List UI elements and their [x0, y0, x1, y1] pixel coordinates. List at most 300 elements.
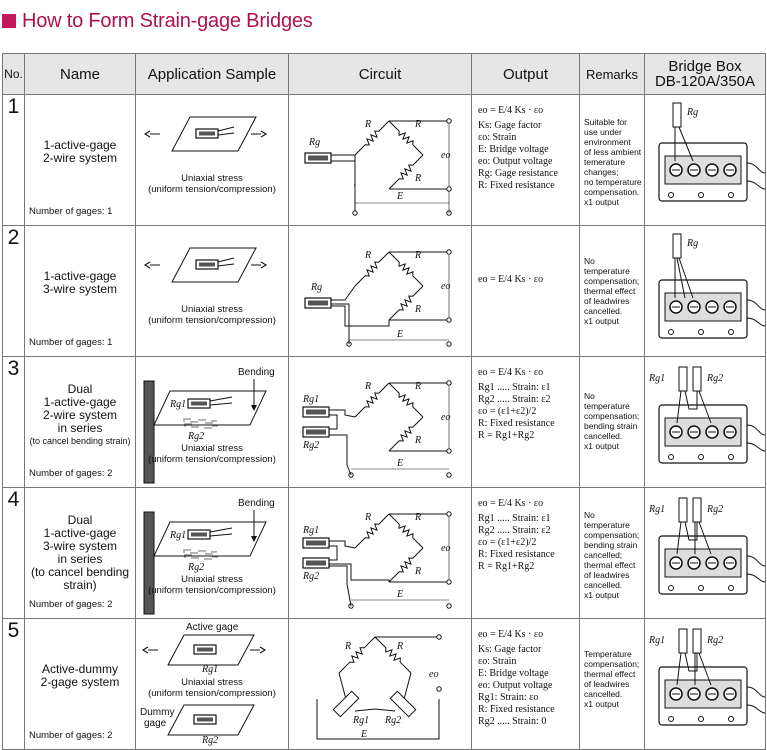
- eo-label: eo: [441, 150, 451, 161]
- gage-rg2: [390, 691, 415, 716]
- underside-dot: [213, 420, 214, 421]
- header-box-line1: Bridge Box: [668, 58, 742, 75]
- underside-dot: [200, 550, 201, 551]
- header-sample: Application Sample: [136, 54, 289, 95]
- remarks-line: cancelled.: [584, 580, 623, 590]
- underside-dot: [197, 424, 198, 425]
- system-name: [25, 663, 135, 689]
- bending-label: Bending: [238, 498, 275, 509]
- title-text: How to Form Strain-gage Bridges: [22, 9, 313, 32]
- rg1-label: Rg1: [170, 399, 187, 410]
- output-cable: [747, 687, 765, 713]
- arrow-right-icon: [250, 647, 265, 653]
- rg-label: Rg: [311, 282, 323, 293]
- output-line: R: Fixed resistance: [478, 418, 555, 429]
- system-name-line: Dual: [67, 382, 93, 396]
- underside-dot: [205, 553, 206, 554]
- title-square-icon: [2, 14, 16, 28]
- underside-dot: [197, 426, 198, 427]
- output-line: Rg2 ..... Strain: ε2: [478, 394, 551, 405]
- bridge-circuit-diagram: [289, 95, 472, 226]
- row-number: 2: [3, 226, 25, 357]
- mount-hole-icon: [699, 586, 704, 591]
- underside-dot: [190, 421, 191, 422]
- rg2-label: Rg2: [188, 431, 205, 442]
- underside-dot: [194, 421, 195, 422]
- bridge-box-cell: [645, 357, 766, 488]
- wire-line: [317, 699, 439, 739]
- underside-dot: [195, 557, 196, 558]
- underside-dot: [187, 549, 188, 550]
- circuit-cell: [289, 488, 472, 619]
- underside-dot: [188, 554, 189, 555]
- strain-gage-1-icon: [679, 498, 687, 522]
- underside-dot: [206, 558, 207, 559]
- output-line: Rg: Gage resistance: [478, 168, 558, 179]
- table-row: [3, 95, 766, 226]
- output-formulas: [478, 498, 577, 573]
- rg2-label: Rg2: [303, 440, 320, 451]
- sample-caption: [136, 173, 288, 195]
- underside-dot: [183, 420, 184, 421]
- strain-gage-1-icon: [679, 629, 687, 653]
- dummy-label-line: gage: [144, 718, 167, 729]
- row-number: 5: [3, 619, 25, 750]
- remarks-line: Temperature: [584, 649, 632, 659]
- mount-hole-icon: [729, 330, 734, 335]
- remarks-line: of leadwires: [584, 296, 630, 306]
- rg1-label: Rg1: [649, 504, 666, 515]
- remarks-line: cancelled;: [584, 550, 623, 560]
- caption-line: Uniaxial stress: [181, 677, 243, 688]
- rg2-label: Rg2: [707, 504, 724, 515]
- output-cell: [472, 95, 580, 226]
- table-row: [3, 226, 766, 357]
- header-no: No.: [3, 54, 25, 95]
- bridge-circuit-diagram: [289, 226, 472, 357]
- underside-dot: [197, 555, 198, 556]
- resistor-top-right: [375, 637, 411, 673]
- output-formulas: [478, 367, 577, 442]
- application-sample-cell: [136, 488, 289, 619]
- mount-hole-icon: [669, 717, 674, 722]
- underside-dot: [199, 555, 200, 556]
- underside-dot: [205, 422, 206, 423]
- underside-dot: [184, 425, 185, 426]
- output-formulas: [478, 105, 577, 192]
- gage-grid: [197, 648, 213, 652]
- gage-count: Number of gages: 2: [29, 468, 113, 479]
- rg2-label: Rg2: [707, 635, 724, 646]
- output-line: Rg1 ..... Strain: ε1: [478, 513, 551, 524]
- symbol-label: R: [415, 250, 422, 261]
- underside-dot: [196, 552, 197, 553]
- remarks-text: [584, 256, 642, 326]
- underside-dot: [211, 551, 212, 552]
- underside-dot: [204, 550, 205, 551]
- output-line: εo = (ε1+ε2)/2: [478, 537, 537, 548]
- underside-dot: [196, 421, 197, 422]
- eo-label: eo: [441, 543, 451, 554]
- terminal-node: [447, 119, 451, 123]
- underside-dot: [213, 551, 214, 552]
- system-name-line: 1-active-gage: [43, 395, 117, 409]
- mount-hole-icon: [729, 717, 734, 722]
- system-name-line: 2-gage system: [40, 675, 120, 689]
- wire-line: [329, 546, 337, 560]
- output-line: εo: Strain: [478, 132, 517, 143]
- wire-line: [329, 564, 389, 582]
- output-line: Rg1: Strain: εo: [478, 692, 539, 703]
- system-name-line: 2-wire system: [42, 151, 117, 165]
- system-name: [25, 270, 135, 296]
- bridge-box-cell: [645, 488, 766, 619]
- underside-dot: [183, 551, 184, 552]
- strain-gage-2-icon: [693, 629, 701, 653]
- caption-line: (uniform tension/compression): [148, 454, 276, 465]
- gage-grid: [308, 156, 328, 161]
- remarks-line: No temperature: [584, 391, 630, 411]
- arrow-right-icon: [251, 131, 266, 137]
- arrow-left-icon: [145, 131, 160, 137]
- wire-line: [329, 566, 347, 584]
- bridge-box-cell: [645, 619, 766, 750]
- system-name-line: in series: [57, 421, 103, 435]
- underside-dot: [189, 418, 190, 419]
- underside-dot: [201, 424, 202, 425]
- terminal-node: [447, 187, 451, 191]
- symbol-label: R: [365, 119, 372, 130]
- remarks-line: x1 output: [584, 590, 619, 600]
- output-line: eo = E/4 Ks · εo: [478, 498, 544, 509]
- gage-rg1: [333, 691, 358, 716]
- remarks-line: x1 output: [584, 699, 619, 709]
- underside-dot: [202, 550, 203, 551]
- system-name-line: (to cancel bending: [30, 565, 130, 579]
- underside-dot: [204, 419, 205, 420]
- rg1-label: Rg1: [202, 664, 219, 675]
- underside-dot: [204, 427, 205, 428]
- underside-dot: [208, 558, 209, 559]
- gage-grid: [199, 263, 215, 267]
- bridge-circuit-diagram: [289, 357, 472, 488]
- underside-dot: [185, 418, 186, 419]
- system-name: [25, 514, 135, 592]
- underside-dot: [193, 426, 194, 427]
- application-sample-diagram: [136, 357, 289, 488]
- remarks-cell: [580, 95, 645, 226]
- output-line: Ks: Gage factor: [478, 644, 542, 655]
- remarks-line: compensation;: [584, 276, 640, 286]
- symbol-label: R: [415, 173, 422, 184]
- underside-dot: [210, 558, 211, 559]
- eo-label: eo: [441, 281, 451, 292]
- mount-hole-icon: [669, 330, 674, 335]
- remarks-line: temerature: [584, 157, 626, 167]
- symbol-label: R: [345, 641, 352, 652]
- rg1-label: Rg1: [170, 530, 187, 541]
- circuit-cell: [289, 619, 472, 750]
- header-bridge-box: [645, 54, 766, 95]
- symbol-label: R: [365, 250, 372, 261]
- output-cable: [747, 163, 765, 189]
- remarks-line: No temperature: [584, 256, 630, 276]
- mount-hole-icon: [729, 455, 734, 460]
- underside-dot: [206, 427, 207, 428]
- underside-dot: [190, 552, 191, 553]
- remarks-cell: [580, 488, 645, 619]
- sample-caption: [136, 304, 288, 326]
- sample-caption: [136, 677, 288, 699]
- header-circuit: Circuit: [289, 54, 472, 95]
- output-line: eo = E/4 Ks · εo: [478, 105, 544, 116]
- underside-dot: [184, 554, 185, 555]
- terminal-node: [353, 211, 357, 215]
- circuit-cell: [289, 95, 472, 226]
- system-name-line: 2-wire system: [42, 408, 117, 422]
- wire-line: [355, 709, 395, 711]
- underside-dot: [207, 553, 208, 554]
- underside-dot: [209, 553, 210, 554]
- underside-dot: [208, 427, 209, 428]
- rg2-label: Rg2: [707, 373, 724, 384]
- terminal-node: [447, 604, 451, 608]
- rg-label: Rg: [687, 107, 699, 118]
- output-line: Ks: Gage factor: [478, 120, 542, 131]
- underside-dot: [203, 555, 204, 556]
- output-line: R: Fixed resistance: [478, 180, 555, 191]
- system-name-line: strain): [63, 578, 97, 592]
- underside-dot: [186, 554, 187, 555]
- remarks-line: compensation;: [584, 659, 640, 669]
- output-line: eo = E/4 Ks · εo: [478, 367, 544, 378]
- gage-count: Number of gages: 1: [29, 337, 113, 348]
- remarks-line: cancelled.: [584, 689, 623, 699]
- output-line: R = Rg1+Rg2: [478, 430, 535, 441]
- dummy-label-line: Dummy: [140, 707, 175, 718]
- symbol-label: R: [415, 566, 422, 577]
- underside-dot: [193, 557, 194, 558]
- wire-line: [331, 286, 355, 300]
- mount-hole-icon: [699, 455, 704, 460]
- application-sample-cell: [136, 226, 289, 357]
- strain-gage-1-icon: [679, 367, 687, 391]
- underside-dot: [201, 555, 202, 556]
- E-label: E: [397, 191, 404, 202]
- application-sample-diagram: [136, 226, 289, 357]
- remarks-line: cancelled.: [584, 306, 623, 316]
- wire-line: [329, 410, 355, 417]
- gage-grid: [191, 402, 207, 406]
- output-line: eo = E/4 Ks · εo: [478, 629, 544, 640]
- wire-line: [329, 435, 347, 465]
- rg1-label: Rg1: [649, 373, 666, 384]
- output-line: Rg1 ..... Strain: ε1: [478, 382, 551, 393]
- output-cell: [472, 619, 580, 750]
- output-line: E: Bridge voltage: [478, 668, 549, 679]
- caption-line: (uniform tension/compression): [148, 315, 276, 326]
- caption-line: (uniform tension/compression): [148, 585, 276, 596]
- system-name-line: 1-active-gage: [43, 138, 117, 152]
- underside-dot: [215, 420, 216, 421]
- terminal-node: [447, 381, 451, 385]
- remarks-line: no temperature: [584, 177, 642, 187]
- remarks-line: of less ambient: [584, 147, 642, 157]
- rg2-label: Rg2: [385, 715, 402, 726]
- row-number: 1: [3, 95, 25, 226]
- gage-grid: [306, 430, 326, 435]
- underside-dot: [203, 424, 204, 425]
- row-name-cell: [25, 357, 136, 488]
- output-cell: [472, 226, 580, 357]
- bridge-circuit-diagram: [289, 488, 472, 619]
- wire-line: [347, 584, 351, 606]
- terminal-node: [447, 580, 451, 584]
- terminal-node: [447, 473, 451, 477]
- caption-line: Uniaxial stress: [181, 443, 243, 454]
- E-label: E: [397, 458, 404, 469]
- underside-dot: [190, 423, 191, 424]
- caption-line: Uniaxial stress: [181, 173, 243, 184]
- remarks-text: [584, 117, 642, 207]
- row-name-cell: [25, 488, 136, 619]
- mount-hole-icon: [699, 193, 704, 198]
- system-name-line: Dual: [67, 513, 93, 527]
- underside-dot: [209, 422, 210, 423]
- gage-grid: [306, 541, 326, 546]
- terminal-node: [447, 512, 451, 516]
- E-label: E: [397, 329, 404, 340]
- caption-line: (uniform tension/compression): [148, 184, 276, 195]
- fixed-wall: [144, 381, 154, 483]
- caption-line: (uniform tension/compression): [148, 688, 276, 699]
- remarks-line: environment: [584, 137, 631, 147]
- symbol-label: R: [365, 512, 372, 523]
- remarks-text: [584, 391, 642, 451]
- system-name-line: in series: [57, 552, 103, 566]
- remarks-line: use under: [584, 127, 622, 137]
- underside-dot: [212, 425, 213, 426]
- underside-dot: [200, 419, 201, 420]
- output-line: eo: Output voltage: [478, 680, 553, 691]
- system-name: [25, 383, 135, 448]
- header-row: [3, 54, 766, 95]
- application-sample-diagram: [136, 488, 289, 619]
- output-formulas: [478, 274, 577, 289]
- output-line: R: Fixed resistance: [478, 704, 555, 715]
- remarks-line: x1 output: [584, 197, 619, 207]
- row-number: 4: [3, 488, 25, 619]
- bridges-table: [2, 53, 766, 750]
- underside-dot: [192, 552, 193, 553]
- eo-label: eo: [441, 412, 451, 423]
- mount-hole-icon: [669, 193, 674, 198]
- system-name-line: 3-wire system: [42, 282, 117, 296]
- rg1-label: Rg1: [353, 715, 370, 726]
- mount-hole-icon: [729, 193, 734, 198]
- underside-dot: [192, 421, 193, 422]
- mount-hole-icon: [699, 717, 704, 722]
- rg2-label: Rg2: [202, 735, 219, 746]
- circuit-cell: [289, 226, 472, 357]
- circuit-cell: [289, 357, 472, 488]
- system-name-line: (to cancel bending strain): [29, 436, 131, 446]
- strain-gage-2-icon: [693, 498, 701, 522]
- underside-dot: [187, 418, 188, 419]
- rg-label: Rg: [309, 137, 321, 148]
- output-line: R = Rg1+Rg2: [478, 561, 535, 572]
- rg2-label: Rg2: [188, 562, 205, 573]
- remarks-line: No temperature: [584, 510, 630, 530]
- underside-dot: [197, 557, 198, 558]
- symbol-label: R: [365, 381, 372, 392]
- remarks-line: Suitable for: [584, 117, 627, 127]
- rg1-label: Rg1: [303, 525, 320, 536]
- output-cell: [472, 357, 580, 488]
- underside-dot: [183, 549, 184, 550]
- terminal-node: [447, 250, 451, 254]
- terminal-node: [447, 449, 451, 453]
- remarks-line: bending strain: [584, 540, 638, 550]
- wire-line: [329, 415, 337, 429]
- bending-label: Bending: [238, 367, 275, 378]
- underside-dot: [214, 425, 215, 426]
- underside-dot: [186, 423, 187, 424]
- symbol-label: R: [415, 304, 422, 315]
- terminal-node: [447, 318, 451, 322]
- resistor-top-left: [355, 383, 389, 417]
- remarks-line: cancelled.: [584, 431, 623, 441]
- mount-hole-icon: [669, 586, 674, 591]
- rg1-label: Rg1: [649, 635, 666, 646]
- output-line: Rg2 ..... Strain: 0: [478, 716, 547, 727]
- underside-dot: [188, 423, 189, 424]
- underside-dot: [198, 550, 199, 551]
- resistor-top-left: [355, 252, 389, 286]
- mount-hole-icon: [669, 455, 674, 460]
- system-name-line: Active-dummy: [41, 662, 118, 676]
- rg2-label: Rg2: [303, 571, 320, 582]
- remarks-line: thermal effect: [584, 669, 636, 679]
- symbol-label: R: [397, 641, 404, 652]
- gage-grid: [306, 561, 326, 566]
- gage-count: Number of gages: 1: [29, 206, 113, 217]
- underside-dot: [189, 549, 190, 550]
- row-name-cell: [25, 226, 136, 357]
- active-gage-label: Active gage: [186, 622, 239, 633]
- wire-line: [329, 541, 355, 548]
- remarks-line: compensation;: [584, 530, 640, 540]
- underside-dot: [199, 424, 200, 425]
- gage-grid: [308, 301, 328, 306]
- table-row: [3, 488, 766, 619]
- terminal-node: [437, 687, 441, 691]
- remarks-line: thermal effect: [584, 286, 636, 296]
- gage-grid: [197, 718, 213, 722]
- eo-label: eo: [429, 669, 439, 680]
- underside-dot: [191, 557, 192, 558]
- fixed-wall: [144, 512, 154, 614]
- remarks-line: of leadwires: [584, 570, 630, 580]
- header-output: Output: [472, 54, 580, 95]
- bridge-box-diagram: [645, 226, 766, 357]
- wire-line: [331, 304, 349, 338]
- underside-dot: [204, 558, 205, 559]
- bridge-box-diagram: [645, 357, 766, 488]
- row-name-cell: [25, 619, 136, 750]
- gage-grid: [199, 132, 215, 136]
- remarks-text: [584, 510, 642, 600]
